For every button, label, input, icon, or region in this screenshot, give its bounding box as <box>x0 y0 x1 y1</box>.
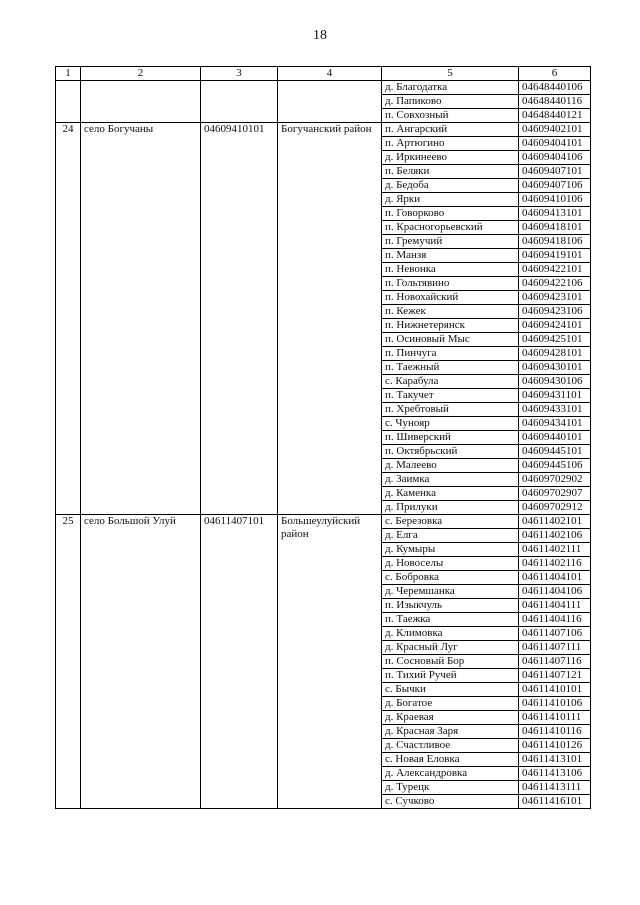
settlement-name-cell: д. Красная Заря <box>382 725 519 739</box>
settlement-name-cell: с. Сучково <box>382 795 519 809</box>
settlement-code-cell: 04609418101 <box>519 221 591 235</box>
district-line: Большеулуйский <box>281 515 361 527</box>
settlement-name-cell: п. Артюгино <box>382 137 519 151</box>
settlement-code-cell: 04609413101 <box>519 207 591 221</box>
settlement-code-cell: 04609404106 <box>519 151 591 165</box>
settlement-code-cell: 04609430101 <box>519 361 591 375</box>
settlement-code-cell: 04611410116 <box>519 725 591 739</box>
table-row <box>56 515 591 529</box>
settlement-code-cell: 04609702912 <box>519 501 591 515</box>
settlement-code-cell: 04611402116 <box>519 557 591 571</box>
column-header: 6 <box>519 67 591 81</box>
settlement-name-cell: п. Ангарский <box>382 123 519 137</box>
settlement-code-cell: 04611404111 <box>519 599 591 613</box>
settlement-name-cell: п. Совхозный <box>382 109 519 123</box>
center-code-cell: 04609410101 <box>201 123 278 515</box>
settlement-code-cell: 04609434101 <box>519 417 591 431</box>
settlement-name-cell: д. Турецк <box>382 781 519 795</box>
settlement-name-cell: д. Благодатка <box>382 81 519 95</box>
settlement-code-cell: 04611404106 <box>519 585 591 599</box>
column-header: 2 <box>81 67 201 81</box>
settlement-name-cell: д. Елга <box>382 529 519 543</box>
settlement-name-cell: с. Бычки <box>382 683 519 697</box>
settlement-code-cell: 04611416101 <box>519 795 591 809</box>
settlement-name-cell: п. Нижнетерянск <box>382 319 519 333</box>
settlement-name-cell: п. Октябрьский <box>382 445 519 459</box>
settlement-code-cell: 04611410126 <box>519 739 591 753</box>
settlement-name-cell: п. Изыкчуль <box>382 599 519 613</box>
center-code-cell: 04611407101 <box>201 515 278 809</box>
settlement-code-cell: 04609431101 <box>519 389 591 403</box>
settlement-name-cell: д. Малеево <box>382 459 519 473</box>
settlement-name-cell: п. Пинчуга <box>382 347 519 361</box>
settlement-code-cell: 04611402111 <box>519 543 591 557</box>
settlement-name-cell: п. Невонка <box>382 263 519 277</box>
settlement-code-cell: 04648440106 <box>519 81 591 95</box>
row-number-cell: 24 <box>56 123 81 515</box>
settlement-code-cell: 04609410106 <box>519 193 591 207</box>
settlement-code-cell: 04609445101 <box>519 445 591 459</box>
settlement-name-cell: п. Кежек <box>382 305 519 319</box>
settlement-name-cell: п. Таежный <box>382 361 519 375</box>
settlement-name-cell: п. Новохайский <box>382 291 519 305</box>
settlement-name-cell: с. Новая Еловка <box>382 753 519 767</box>
center-code-cell <box>201 81 278 123</box>
settlement-name-cell: д. Счастливое <box>382 739 519 753</box>
settlement-code-cell: 04609402101 <box>519 123 591 137</box>
settlement-name-cell: п. Гремучий <box>382 235 519 249</box>
page-number: 18 <box>313 28 327 43</box>
settlement-name-cell: п. Осиновый Мыс <box>382 333 519 347</box>
settlement-name-cell: п. Тихий Ручей <box>382 669 519 683</box>
row-number-cell: 25 <box>56 515 81 809</box>
settlement-code-cell: 04609440101 <box>519 431 591 445</box>
settlement-name-cell: п. Гольтявино <box>382 277 519 291</box>
district-cell <box>278 123 382 515</box>
settlement-name-cell: с. Бобровка <box>382 571 519 585</box>
district-line: район <box>281 528 309 540</box>
settlement-name-cell: д. Краевая <box>382 711 519 725</box>
settlement-name-cell: д. Иркинеево <box>382 151 519 165</box>
settlement-name-cell: д. Александровка <box>382 767 519 781</box>
settlement-code-cell: 04609407106 <box>519 179 591 193</box>
settlement-code-cell: 04611402101 <box>519 515 591 529</box>
column-header: 3 <box>201 67 278 81</box>
settlement-name-cell: д. Богатое <box>382 697 519 711</box>
settlement-code-cell: 04609430106 <box>519 375 591 389</box>
settlement-center-cell: село Богучаны <box>81 123 201 515</box>
settlement-name-cell: п. Шиверский <box>382 431 519 445</box>
settlement-code-cell: 04609422106 <box>519 277 591 291</box>
settlement-code-cell: 04611404101 <box>519 571 591 585</box>
settlement-name-cell: с. Чунояр <box>382 417 519 431</box>
district-line: Богучанский район <box>281 123 372 135</box>
district-cell <box>278 81 382 123</box>
settlement-name-cell: д. Ярки <box>382 193 519 207</box>
settlement-code-cell: 04609423101 <box>519 291 591 305</box>
settlement-code-cell: 04609428101 <box>519 347 591 361</box>
settlement-code-cell: 04611410111 <box>519 711 591 725</box>
settlement-center-cell <box>81 81 201 123</box>
settlement-name-cell: п. Хребтовый <box>382 403 519 417</box>
column-header: 1 <box>56 67 81 81</box>
settlement-code-cell: 04611410106 <box>519 697 591 711</box>
settlement-name-cell: п. Манзя <box>382 249 519 263</box>
settlement-code-cell: 04609404101 <box>519 137 591 151</box>
settlement-code-cell: 04611407111 <box>519 641 591 655</box>
settlement-code-cell: 04611402106 <box>519 529 591 543</box>
settlement-code-cell: 04648440121 <box>519 109 591 123</box>
table-row <box>56 81 591 95</box>
settlement-name-cell: п. Красногорьевский <box>382 221 519 235</box>
settlement-code-cell: 04611410101 <box>519 683 591 697</box>
settlement-name-cell: д. Новоселы <box>382 557 519 571</box>
settlement-name-cell: п. Говорково <box>382 207 519 221</box>
row-number-cell <box>56 81 81 123</box>
settlement-code-cell: 04611413106 <box>519 767 591 781</box>
settlement-code-cell: 04611404116 <box>519 613 591 627</box>
settlement-code-cell: 04611413101 <box>519 753 591 767</box>
settlement-code-cell: 04611413111 <box>519 781 591 795</box>
settlement-code-cell: 04609425101 <box>519 333 591 347</box>
settlement-code-cell: 04609433101 <box>519 403 591 417</box>
settlement-code-cell: 04611407116 <box>519 655 591 669</box>
settlement-code-cell: 04609702907 <box>519 487 591 501</box>
settlement-name-cell: д. Заимка <box>382 473 519 487</box>
settlement-code-cell: 04611407106 <box>519 627 591 641</box>
settlement-name-cell: д. Климовка <box>382 627 519 641</box>
settlement-code-cell: 04609445106 <box>519 459 591 473</box>
settlement-center-cell: село Большой Улуй <box>81 515 201 809</box>
table-row <box>56 123 591 137</box>
settlement-name-cell: с. Карабула <box>382 375 519 389</box>
district-cell <box>278 515 382 809</box>
settlement-code-cell: 04609419101 <box>519 249 591 263</box>
settlement-code-cell: 04609422101 <box>519 263 591 277</box>
settlement-code-cell: 04648440116 <box>519 95 591 109</box>
settlement-name-cell: п. Такучет <box>382 389 519 403</box>
settlement-name-cell: д. Каменка <box>382 487 519 501</box>
settlement-name-cell: д. Черемшанка <box>382 585 519 599</box>
settlement-code-cell: 04609423106 <box>519 305 591 319</box>
column-header: 5 <box>382 67 519 81</box>
table-header-row <box>56 67 591 81</box>
settlement-name-cell: п. Сосновый Бор <box>382 655 519 669</box>
settlement-code-cell: 04609418106 <box>519 235 591 249</box>
settlement-name-cell: д. Бедоба <box>382 179 519 193</box>
settlement-name-cell: д. Прилуки <box>382 501 519 515</box>
column-header: 4 <box>278 67 382 81</box>
settlement-name-cell: с. Березовка <box>382 515 519 529</box>
settlement-code-cell: 04609407101 <box>519 165 591 179</box>
settlement-code-cell: 04611407121 <box>519 669 591 683</box>
settlement-name-cell: д. Кумыры <box>382 543 519 557</box>
settlement-code-cell: 04609702902 <box>519 473 591 487</box>
settlement-code-cell: 04609424101 <box>519 319 591 333</box>
settlement-name-cell: п. Беляки <box>382 165 519 179</box>
settlement-name-cell: д. Папиково <box>382 95 519 109</box>
settlement-name-cell: д. Красный Луг <box>382 641 519 655</box>
settlements-table <box>55 66 591 809</box>
settlement-name-cell: п. Таежка <box>382 613 519 627</box>
